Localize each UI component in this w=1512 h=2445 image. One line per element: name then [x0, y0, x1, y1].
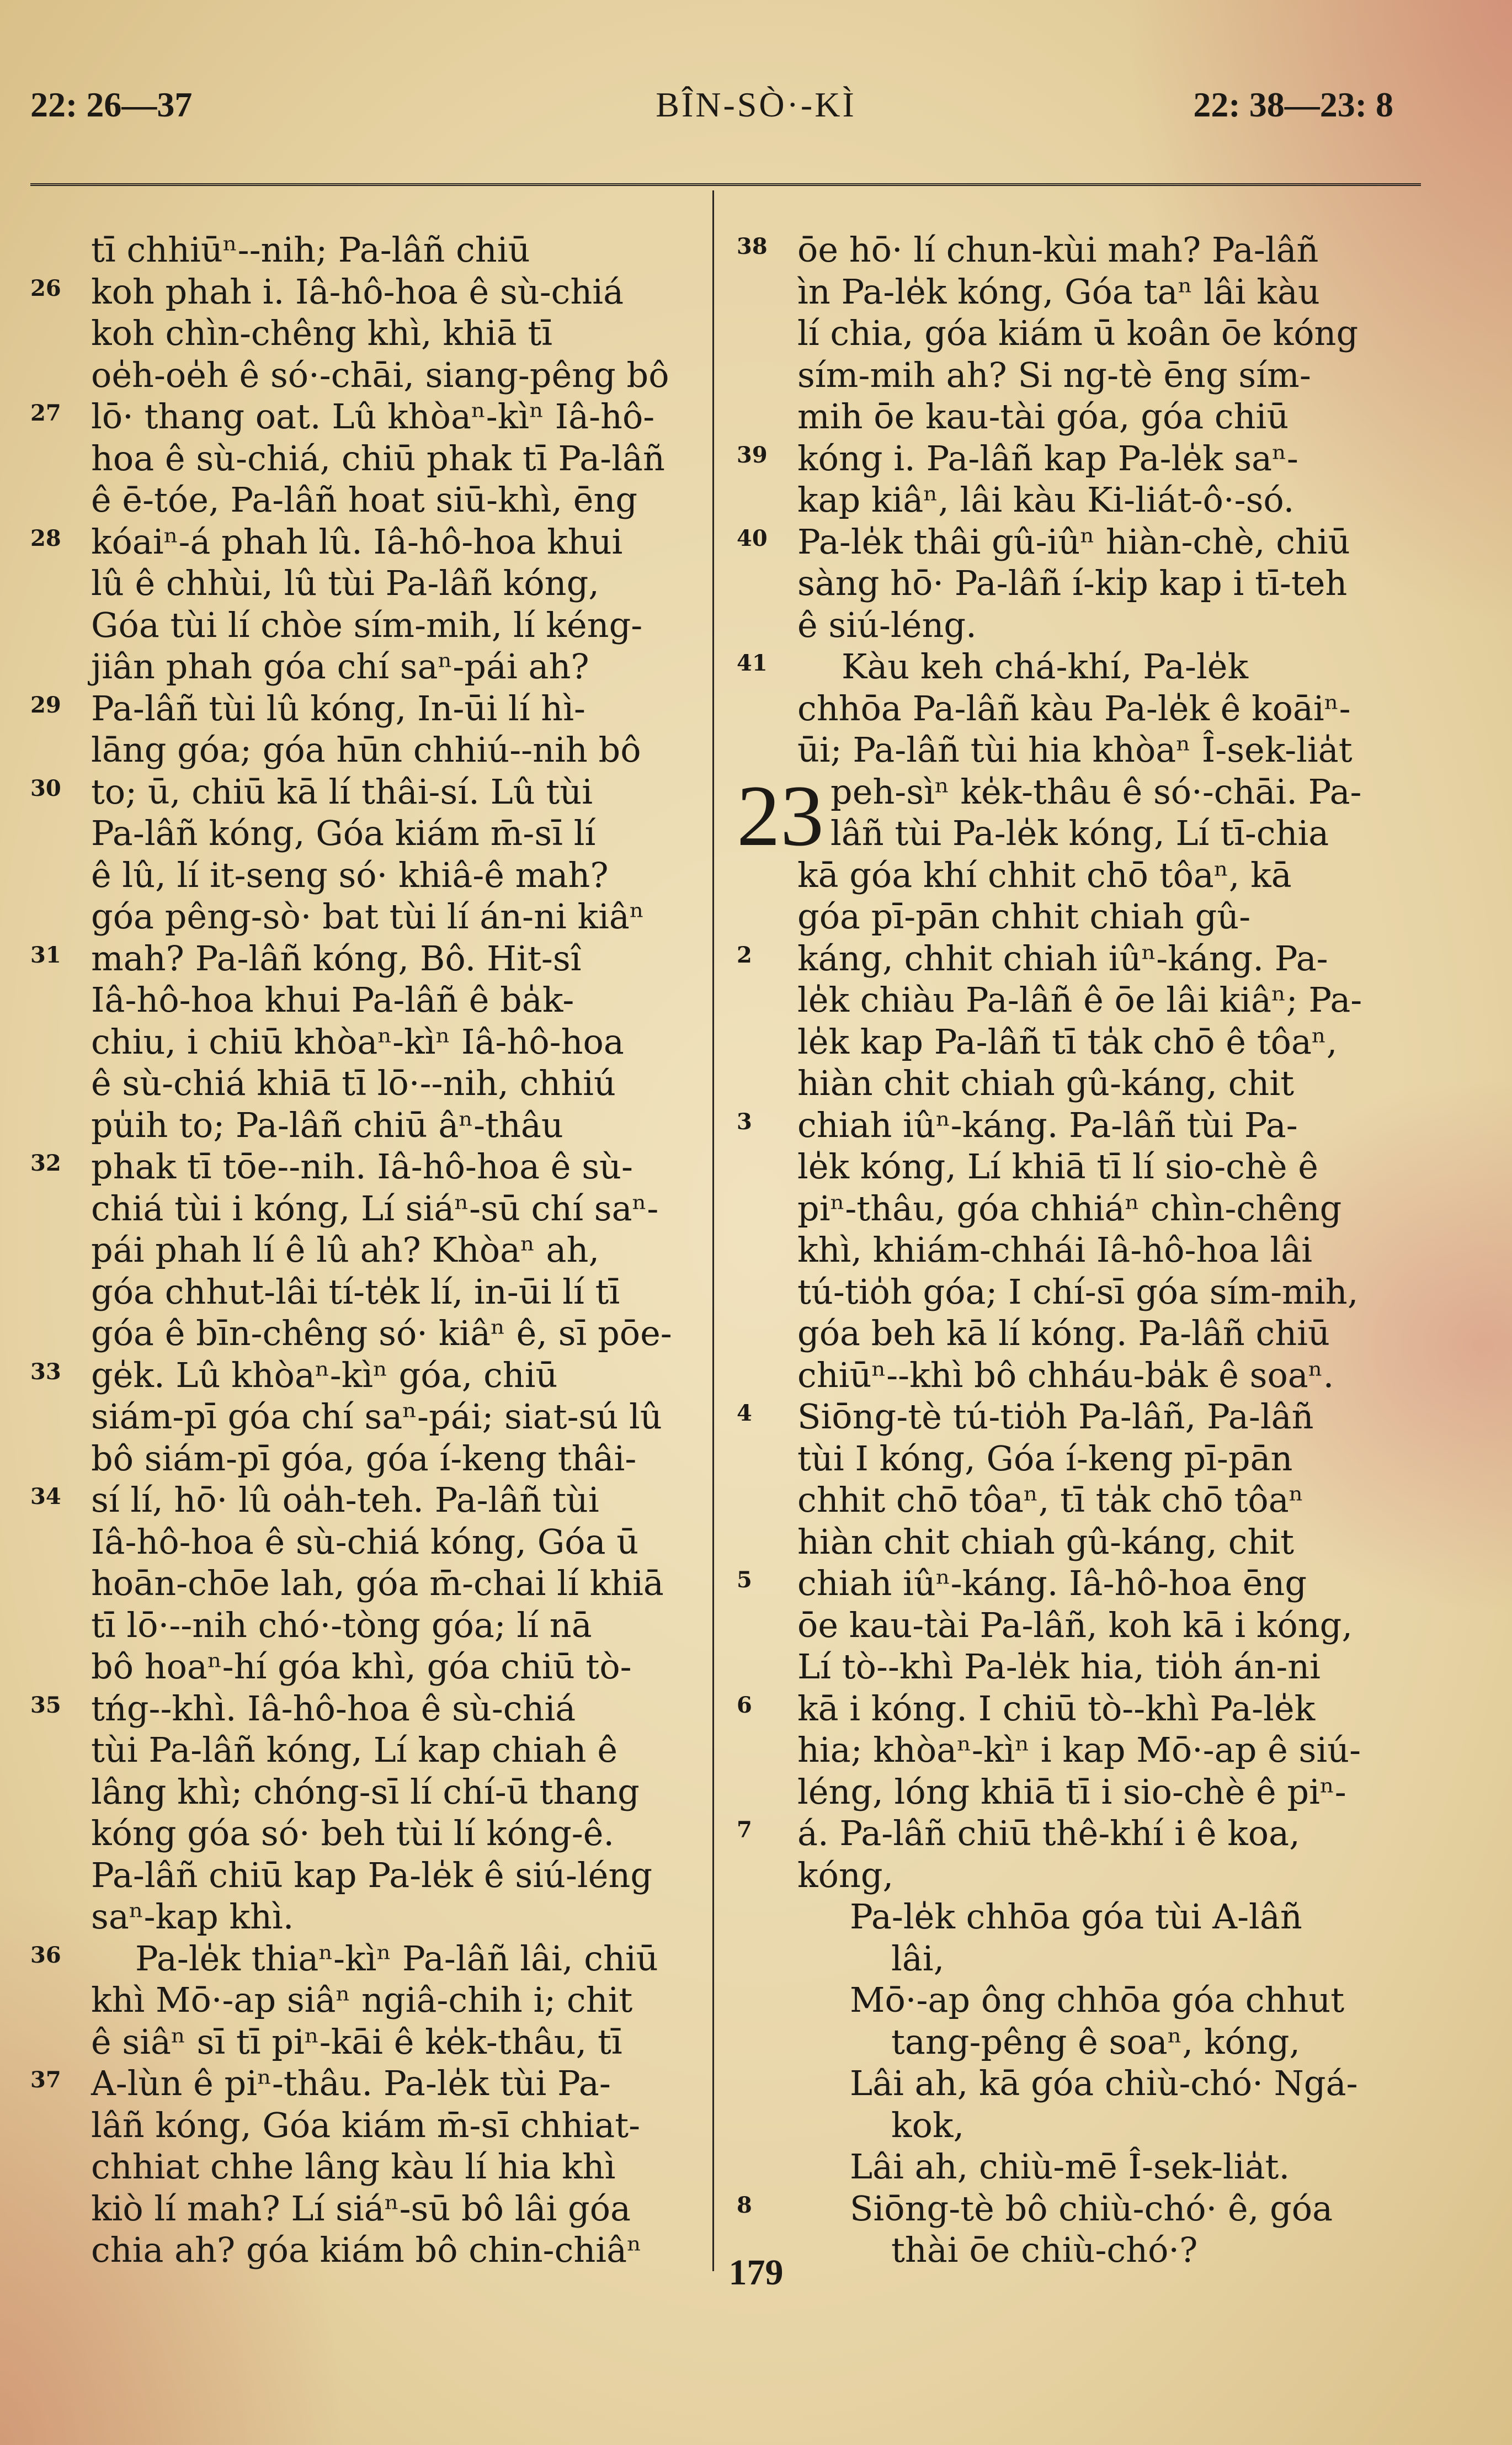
line-text: chiah iûⁿ-káng. Pa-lâñ tùi Pa- [797, 1104, 1298, 1145]
line-text: sím-mih ah? Si ng-tè ēng sím- [797, 354, 1311, 395]
text-line [30, 1354, 704, 1396]
line-text: saⁿ-kap khì. [91, 1896, 294, 1937]
text-line [30, 2063, 704, 2104]
text-line [737, 729, 1426, 771]
line-text: Siōng-tè tú-tio̍h Pa-lâñ, Pa-lâñ [797, 1396, 1314, 1437]
text-line [30, 1021, 704, 1063]
line-text: hia; khòaⁿ-kìⁿ i kap Mō·-ap ê siú- [797, 1730, 1361, 1770]
text-line [30, 1938, 704, 1980]
text-line [737, 1771, 1426, 1813]
text-line [30, 1854, 704, 1896]
text-line [737, 1479, 1426, 1521]
text-line [30, 1062, 704, 1104]
text-line [737, 1562, 1426, 1604]
text-line [737, 1146, 1426, 1188]
line-text: lāng góa; góa hūn chhiú--nih bô [91, 730, 641, 770]
verse-number: 3 [737, 1108, 752, 1135]
line-text: kā góa khí chhit chō tôaⁿ, kā [797, 854, 1292, 895]
line-text: lâi, [891, 1938, 945, 1979]
text-line [30, 1562, 704, 1604]
text-line [737, 2104, 1426, 2146]
line-text: oe̍h-oe̍h ê só·-chāi, siang-pêng bô [91, 354, 669, 395]
text-line [737, 938, 1426, 980]
line-text: góa ê bīn-chêng só· kiâⁿ ê, sī pōe- [91, 1313, 672, 1353]
line-text: kā i kóng. I chiū tò--khì Pa-le̍k [797, 1688, 1316, 1729]
text-line [30, 2188, 704, 2230]
text-line [737, 1813, 1426, 1854]
verse-number: 38 [737, 233, 768, 259]
verse-number: 6 [737, 1692, 752, 1718]
line-text: lâñ kóng, Góa kiám m̄-sī chhiat- [91, 2104, 641, 2145]
line-text: tī lō·--nih chó·-tòng góa; lí nā [91, 1604, 592, 1645]
text-line [737, 1896, 1426, 1938]
verse-number: 4 [737, 1400, 752, 1426]
line-text: phak tī tōe--nih. Iâ-hô-hoa ê sù- [91, 1146, 633, 1187]
line-text: Iâ-hô-hoa ê sù-chiá kóng, Góa ū [91, 1521, 639, 1562]
verse-number: 8 [737, 2192, 752, 2218]
line-text: le̍k kap Pa-lâñ tī ta̍k chō ê tôaⁿ, [797, 1021, 1338, 1062]
line-text: góa pêng-sò· bat tùi lí án-ni kiâⁿ [91, 896, 645, 937]
text-line [30, 2021, 704, 2063]
text-line [30, 1312, 704, 1354]
text-line [737, 312, 1426, 354]
text-line [737, 854, 1426, 896]
line-text: A-lùn ê piⁿ-thâu. Pa-le̍k tùi Pa- [91, 2063, 611, 2103]
text-line [737, 229, 1426, 271]
line-text: Góa tùi lí chòe sím-mih, lí kéng- [91, 604, 643, 645]
text-line [737, 1188, 1426, 1230]
line-text: Pa-lâñ chiū kap Pa-le̍k ê siú-léng [91, 1854, 653, 1895]
page-number: 179 [728, 2252, 784, 2293]
text-line [737, 438, 1426, 480]
line-text: hoān-chōe lah, góa m̄-chai lí khiā [91, 1563, 664, 1603]
line-text: tang-pêng ê soaⁿ, kóng, [891, 2021, 1301, 2062]
line-text: piⁿ-thâu, góa chhiáⁿ chìn-chêng [797, 1188, 1342, 1229]
text-line [737, 1938, 1426, 1980]
line-text: hiàn chit chiah gû-káng, chit [797, 1521, 1295, 1562]
line-text: Iâ-hô-hoa khui Pa-lâñ ê ba̍k- [91, 980, 574, 1020]
line-text: sàng hō· Pa-lâñ í-ki̍p kap i tī-teh [797, 563, 1348, 603]
line-text: ê sù-chiá khiā tī lō·--nih, chhiú [91, 1063, 616, 1103]
text-line [30, 1813, 704, 1854]
verse-number: 39 [737, 442, 768, 468]
text-line [737, 521, 1426, 563]
text-line [737, 1646, 1426, 1688]
line-text: chiūⁿ--khì bô chháu-ba̍k ê soaⁿ. [797, 1354, 1334, 1395]
text-line [737, 1229, 1426, 1271]
verse-number: 32 [30, 1150, 61, 1176]
line-text: khì Mō·-ap siâⁿ ngiâ-chih i; chit [91, 1980, 633, 2020]
text-line [30, 1146, 704, 1188]
line-text: khì, khiám-chhái Iâ-hô-hoa lâi [797, 1230, 1313, 1270]
verse-number: 36 [30, 1942, 61, 1968]
text-line [30, 604, 704, 646]
text-line [30, 1604, 704, 1646]
text-line [737, 1104, 1426, 1146]
line-text: ê siú-léng. [797, 604, 977, 645]
verse-number: 40 [737, 525, 768, 551]
text-line [30, 854, 704, 896]
text-line [30, 479, 704, 521]
text-line [737, 271, 1426, 313]
line-text: to; ū, chiū kā lí thâi-sí. Lû tùi [91, 771, 593, 812]
line-text: kiò lí mah? Lí siáⁿ-sū bô lâi góa [91, 2188, 631, 2229]
text-line [737, 1021, 1426, 1063]
text-line [30, 2146, 704, 2188]
line-text: kok, [891, 2104, 965, 2145]
text-line [30, 1688, 704, 1730]
line-text: peh-sìⁿ ke̍k-thâu ê só·-chāi. Pa- [830, 771, 1362, 812]
verse-number: 27 [30, 400, 61, 426]
text-line [30, 438, 704, 480]
line-text: tú-tio̍h góa; I chí-sī góa sím-mih, [797, 1271, 1359, 1312]
text-line [737, 2063, 1426, 2104]
line-text: Lâi ah, kā góa chiù-chó· Ngá- [850, 2063, 1358, 2103]
text-line [737, 688, 1426, 730]
verse-number: 26 [30, 275, 61, 301]
line-text: kóaiⁿ-á phah lû. Iâ-hô-hoa khui [91, 521, 623, 562]
line-text: chhiat chhe lâng kàu lí hia khì [91, 2146, 616, 2187]
text-line [30, 1729, 704, 1771]
verse-number: 30 [30, 775, 61, 801]
line-text: káng, chhit chiah iûⁿ-káng. Pa- [797, 938, 1328, 979]
text-line [30, 1521, 704, 1563]
line-text: lû ê chhùi, lû tùi Pa-lâñ kóng, [91, 563, 599, 603]
verse-number: 33 [30, 1358, 61, 1385]
column-divider [712, 190, 714, 2271]
line-text: tùi Pa-lâñ kóng, Lí kap chiah ê [91, 1730, 618, 1770]
line-text: chia ah? góa kiám bô chin-chiâⁿ [91, 2230, 642, 2270]
line-text: lō· thang oat. Lû khòaⁿ-kìⁿ Iâ-hô- [91, 396, 655, 437]
text-line [737, 896, 1426, 938]
line-text: chiah iûⁿ-káng. Iâ-hô-hoa ēng [797, 1563, 1307, 1603]
text-line [737, 2188, 1426, 2230]
line-text: Pa-le̍k thâi gû-iûⁿ hiàn-chè, chiū [797, 521, 1350, 562]
text-line [30, 562, 704, 604]
line-text: ê ē-tóe, Pa-lâñ hoat siū-khì, ēng [91, 480, 638, 520]
line-text: le̍k kóng, Lí khiā tī lí sio-chè ê [797, 1146, 1318, 1187]
text-line [30, 812, 704, 854]
line-text: Kàu keh chá-khí, Pa-le̍k [842, 646, 1249, 687]
line-text: le̍k chiàu Pa-lâñ ê ōe lâi kiâⁿ; Pa- [797, 980, 1362, 1020]
line-text: hoa ê sù-chiá, chiū phak tī Pa-lâñ [91, 438, 665, 479]
line-text: mih ōe kau-tài góa, góa chiū [797, 396, 1289, 437]
text-line [737, 479, 1426, 521]
line-text: lâñ tùi Pa-le̍k kóng, Lí tī-chia [830, 813, 1329, 853]
text-line [737, 604, 1426, 646]
text-line [30, 1771, 704, 1813]
line-text: Pa-le̍k thiaⁿ-kìⁿ Pa-lâñ lâi, chiū [135, 1938, 658, 1979]
text-line [737, 646, 1426, 688]
text-line [30, 1438, 704, 1480]
line-text: lâng khì; chóng-sī lí chí-ū thang [91, 1771, 640, 1812]
text-line [737, 562, 1426, 604]
text-line [737, 1312, 1426, 1354]
text-line [30, 771, 704, 813]
line-text: kóng, [797, 1854, 894, 1895]
line-text: ê siâⁿ sī tī piⁿ-kāi ê ke̍k-thâu, tī [91, 2021, 622, 2062]
line-text: chiá tùi i kóng, Lí siáⁿ-sū chí saⁿ- [91, 1188, 659, 1229]
verse-number: 7 [737, 1817, 752, 1843]
text-line [737, 2021, 1426, 2063]
text-line [30, 1104, 704, 1146]
text-line [737, 354, 1426, 396]
line-text: ōe kau-tài Pa-lâñ, koh kā i kóng, [797, 1604, 1353, 1645]
line-text: pu̍ih to; Pa-lâñ chiū âⁿ-thâu [91, 1104, 563, 1145]
text-line [30, 688, 704, 730]
line-text: ìn Pa-le̍k kóng, Góa taⁿ lâi kàu [797, 271, 1320, 312]
line-text: Lâi ah, chiù-mē Î-sek-lia̍t. [850, 2146, 1290, 2187]
text-line [737, 1271, 1426, 1313]
text-line [30, 1896, 704, 1938]
text-line [737, 812, 1426, 854]
text-line [30, 896, 704, 938]
running-header-right [1193, 83, 1393, 127]
text-line [737, 1854, 1426, 1896]
text-line [30, 1188, 704, 1230]
text-line [30, 354, 704, 396]
line-text: kóng i. Pa-lâñ kap Pa-le̍k saⁿ- [797, 438, 1298, 479]
line-text: thài ōe chiù-chó·? [891, 2230, 1198, 2270]
verse-number: 2 [737, 942, 752, 968]
chapter-number: 23 [737, 768, 824, 864]
text-line [30, 396, 704, 438]
text-line [30, 1396, 704, 1438]
text-line [30, 646, 704, 688]
verse-number: 31 [30, 942, 61, 968]
line-text: ūi; Pa-lâñ tùi hia khòaⁿ Î-sek-lia̍t [797, 730, 1353, 770]
verse-number: 28 [30, 525, 61, 551]
text-line [30, 271, 704, 313]
text-line [30, 1979, 704, 2021]
line-text: ōe hō· lí chun-kùi mah? Pa-lâñ [797, 230, 1319, 270]
line-text: bô hoaⁿ-hí góa khì, góa chiū tò- [91, 1646, 632, 1687]
line-text: kóng góa só· beh tùi lí kóng-ê. [91, 1813, 615, 1853]
line-text: koh phah i. Iâ-hô-hoa ê sù-chiá [91, 271, 624, 312]
text-line [737, 771, 1426, 813]
text-line [30, 979, 704, 1021]
line-text: koh chìn-chêng khì, khiā tī [91, 313, 553, 353]
line-text: bô siám-pī góa, góa í-keng thâi- [91, 1438, 637, 1479]
line-text: kap kiâⁿ, lâi kàu Ki-liát-ô·-só. [797, 480, 1295, 520]
right-column [737, 229, 1426, 2271]
text-line [30, 1271, 704, 1313]
line-text: Pa-lâñ kóng, Góa kiám m̄-sī lí [91, 813, 596, 853]
text-line [30, 2104, 704, 2146]
line-text: chiu, i chiū khòaⁿ-kìⁿ Iâ-hô-hoa [91, 1021, 624, 1062]
text-line [737, 1688, 1426, 1730]
text-line [737, 1521, 1426, 1563]
text-line [737, 1604, 1426, 1646]
line-text: sí lí, hō· lû oa̍h-teh. Pa-lâñ tùi [91, 1480, 599, 1520]
line-text: Pa-le̍k chhōa góa tùi A-lâñ [850, 1896, 1302, 1937]
line-text: chhōa Pa-lâñ kàu Pa-le̍k ê koāiⁿ- [797, 688, 1351, 729]
line-text: góa pī-pān chhit chiah gû- [797, 896, 1251, 937]
text-line [30, 521, 704, 563]
line-text: á. Pa-lâñ chiū thê-khí i ê koa, [797, 1813, 1300, 1853]
text-line [737, 979, 1426, 1021]
line-text: mah? Pa-lâñ kóng, Bô. Hit-sî [91, 938, 582, 979]
text-line [30, 1646, 704, 1688]
verse-number: 37 [30, 2067, 61, 2093]
text-line [737, 1396, 1426, 1438]
line-text: jiân phah góa chí saⁿ-pái ah? [91, 646, 589, 687]
right-reference: 22: 38—23: 8 [1193, 85, 1393, 124]
left-column [30, 229, 704, 2271]
text-line [737, 1062, 1426, 1104]
line-text: Siōng-tè bô chiù-chó· ê, góa [850, 2188, 1333, 2229]
verse-number: 29 [30, 692, 61, 718]
book-title: BÎN-SÒ·-KÌ [656, 85, 856, 124]
text-line [737, 1438, 1426, 1480]
verse-number: 41 [737, 650, 768, 676]
line-text: léng, lóng khiā tī i sio-chè ê piⁿ- [797, 1771, 1346, 1812]
line-text: pái phah lí ê lû ah? Khòaⁿ ah, [91, 1230, 600, 1270]
text-line [737, 1354, 1426, 1396]
line-text: Mō·-ap ông chhōa góa chhut [850, 1980, 1345, 2020]
text-line [737, 396, 1426, 438]
text-line [30, 729, 704, 771]
text-line [30, 229, 704, 271]
left-reference: 22: 26—37 [30, 85, 193, 124]
line-text: hiàn chit chiah gû-káng, chit [797, 1063, 1295, 1103]
header-rule [30, 183, 1421, 186]
text-line [30, 938, 704, 980]
verse-number: 35 [30, 1692, 61, 1718]
text-line [30, 312, 704, 354]
text-line [737, 2146, 1426, 2188]
line-text: tùi I kóng, Góa í-keng pī-pān [797, 1438, 1293, 1479]
line-text: lí chia, góa kiám ū koân ōe kóng [797, 313, 1359, 353]
text-line [737, 1979, 1426, 2021]
line-text: ê lû, lí it-seng só· khiâ-ê mah? [91, 854, 609, 895]
line-text: ge̍k. Lû khòaⁿ-kìⁿ góa, chiū [91, 1354, 558, 1395]
line-text: góa beh kā lí kóng. Pa-lâñ chiū [797, 1313, 1330, 1353]
text-line [30, 1479, 704, 1521]
line-text: siám-pī góa chí saⁿ-pái; siat-sú lû [91, 1396, 662, 1437]
line-text: Pa-lâñ tùi lû kóng, In-ūi lí hì- [91, 688, 585, 729]
verse-number: 34 [30, 1484, 61, 1509]
line-text: Lí tò--khì Pa-le̍k hia, tio̍h án-ni [797, 1646, 1321, 1687]
line-text: tī chhiūⁿ--nih; Pa-lâñ chiū [91, 230, 530, 270]
text-line [30, 1229, 704, 1271]
line-text: góa chhut-lâi tí-te̍k lí, in-ūi lí tī [91, 1271, 620, 1312]
line-text: chhit chō tôaⁿ, tī ta̍k chō tôaⁿ [797, 1480, 1304, 1520]
line-text: tńg--khì. Iâ-hô-hoa ê sù-chiá [91, 1688, 576, 1729]
verse-number: 5 [737, 1567, 752, 1593]
text-line [737, 1729, 1426, 1771]
